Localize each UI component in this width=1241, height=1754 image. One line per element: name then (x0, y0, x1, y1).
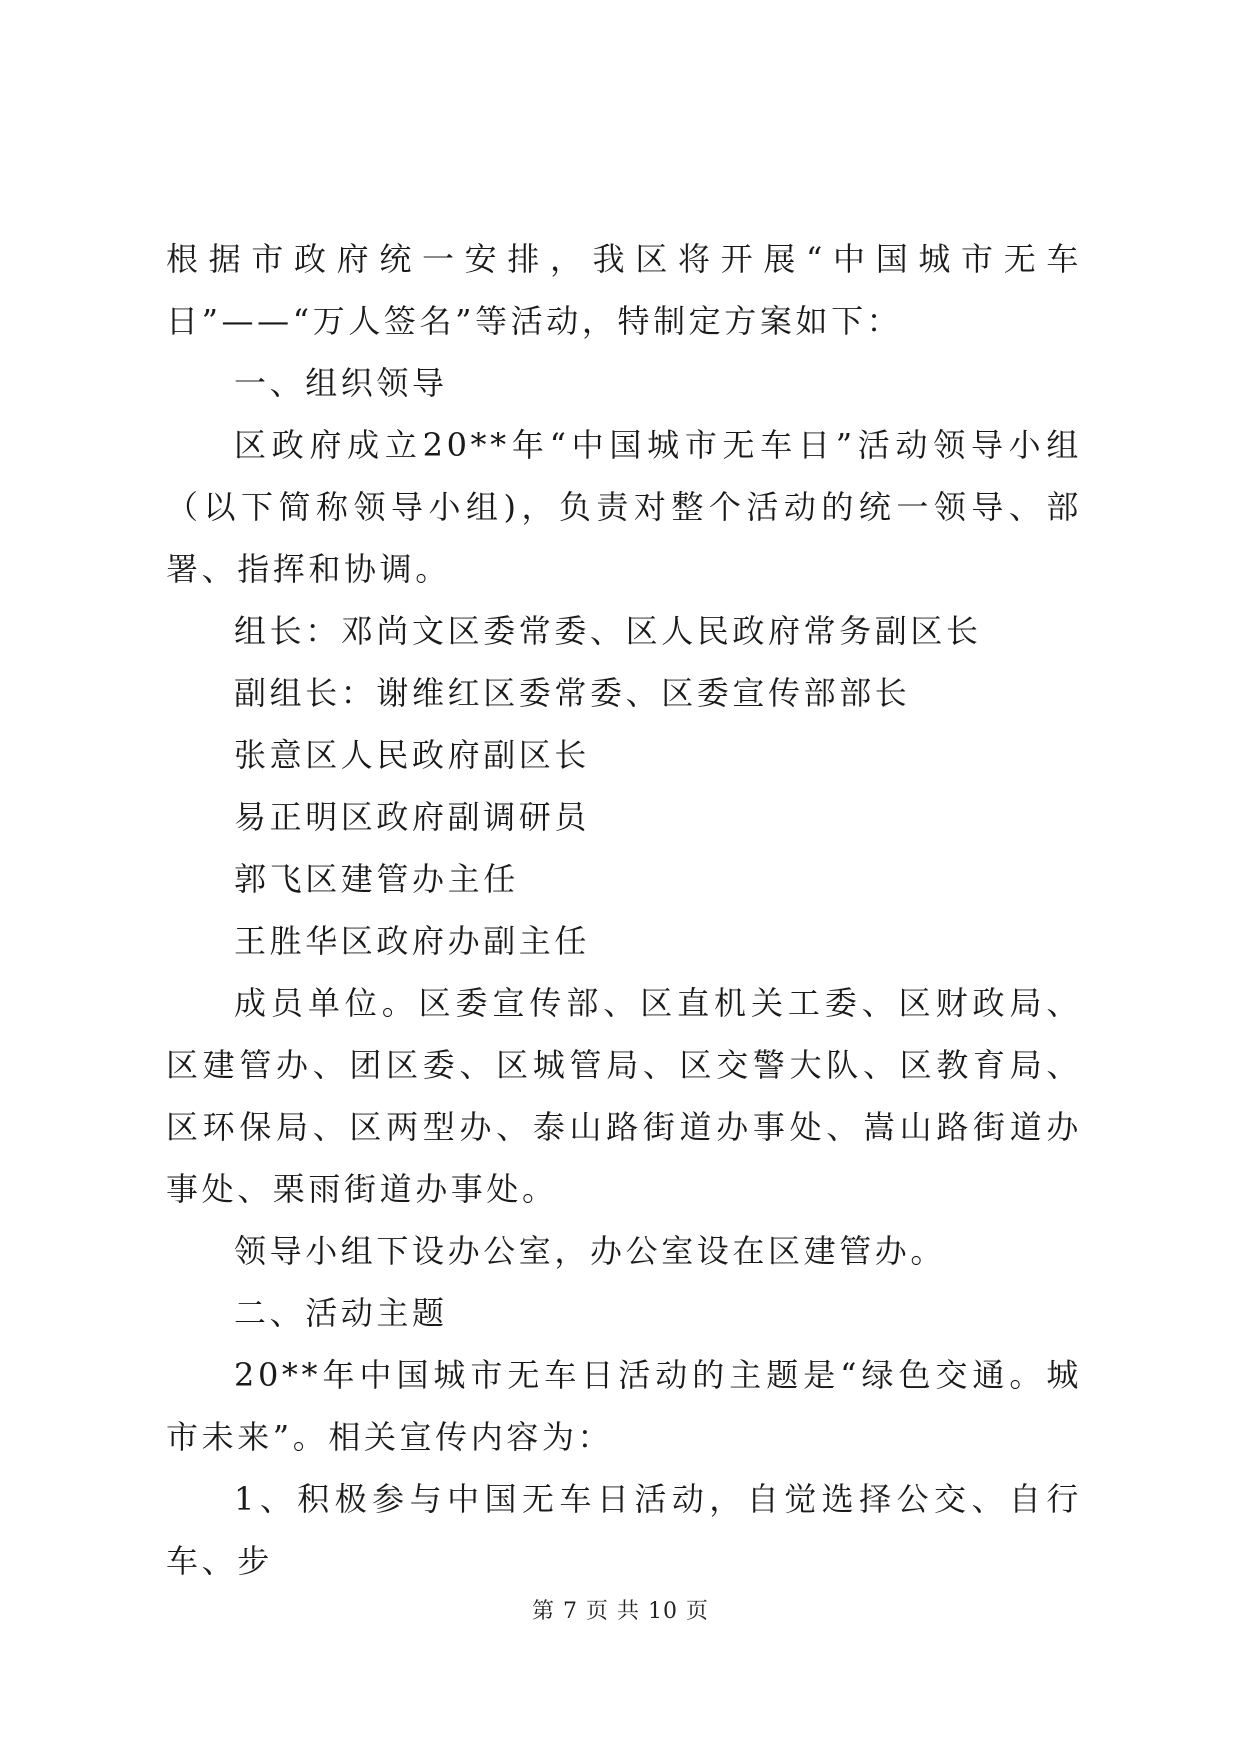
paragraph-member-4: 王胜华区政府办副主任 (234, 922, 591, 960)
section-heading-theme: 二、活动主题 (234, 1294, 448, 1332)
paragraph-intro: 根据市政府统一安排，我区将开展“中国城市无车日”——“万人签名”等活动，特制定方案如下： (166, 240, 1082, 340)
paragraph-leadership-group: 区政府成立20**年“中国城市无车日”活动领导小组（以下简称领导小组)，负责对整个活动的统一领导、部署、指挥和协调。 (166, 426, 1082, 588)
paragraph-item-1: 1、积极参与中国无车日活动，自觉选择公交、自行车、步 (166, 1480, 1082, 1580)
paragraph-member-1: 张意区人民政府副区长 (234, 736, 591, 774)
paragraph-member-units: 成员单位。区委宣传部、区直机关工委、区财政局、区建管办、团区委、区城管局、区交警大队、区教育局、区环保局、区两型办、泰山路街道办事处、嵩山路街道办事处、栗雨街道办事处。 (166, 984, 1082, 1208)
page-number-footer: 第 7 页 共 10 页 (532, 1599, 709, 1624)
section-heading-organization: 一、组织领导 (234, 364, 448, 402)
document-body (166, 228, 1082, 1592)
paragraph-theme: 20**年中国城市无车日活动的主题是“绿色交通。城市未来”。相关宣传内容为： (166, 1356, 1082, 1456)
paragraph-office: 领导小组下设办公室，办公室设在区建管办。 (234, 1232, 947, 1270)
paragraph-deputy-leader: 副组长：谢维红区委常委、区委宣传部部长 (234, 674, 911, 712)
paragraph-member-3: 郭飞区建管办主任 (234, 860, 519, 898)
paragraph-member-2: 易正明区政府副调研员 (234, 798, 591, 836)
paragraph-group-leader: 组长：邓尚文区委常委、区人民政府常务副区长 (234, 612, 982, 650)
